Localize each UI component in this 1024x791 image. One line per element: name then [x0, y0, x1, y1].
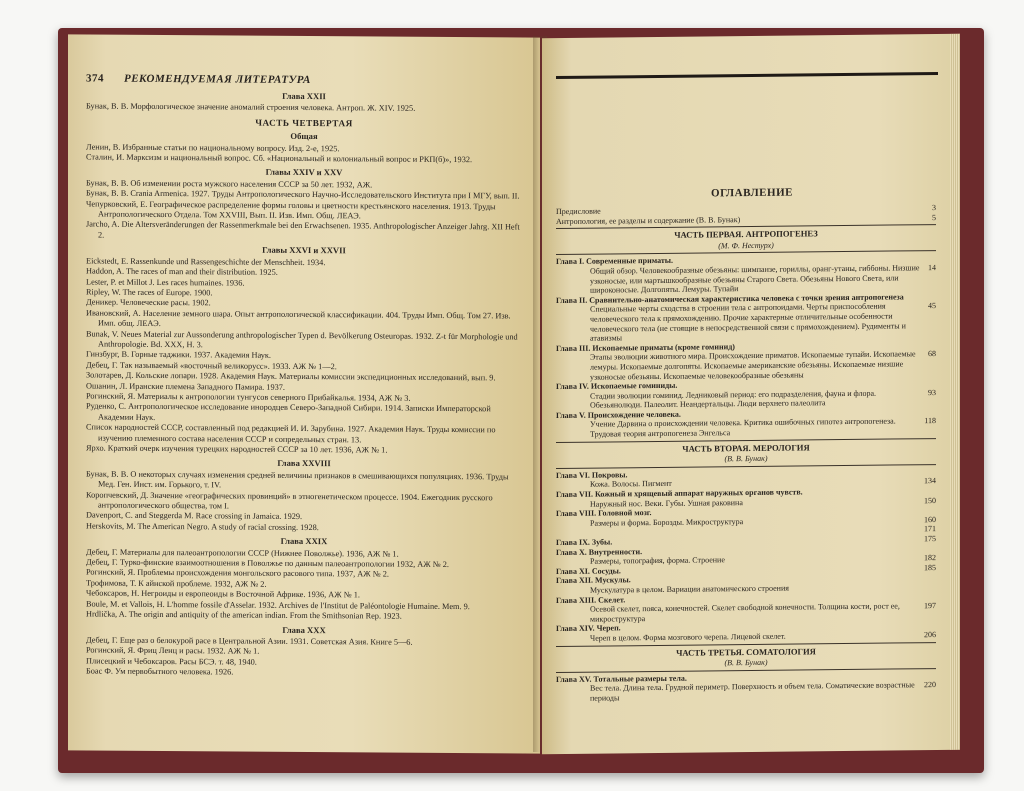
bibliography-entry: Ripley, W. The races of Europe. 1900.	[86, 287, 213, 298]
toc-page-number: 182	[924, 553, 936, 563]
toc-page-number: 220	[924, 680, 936, 690]
bibliography-entry: Бунак, В. В. Морфологическое значение аномалий строения человека. Антроп. Ж. XIV. 1925.	[86, 101, 416, 114]
bibliography-entry: Herskovits, M. The American Negro. A study of racial crossing. 1928.	[86, 521, 319, 532]
bibliography-entry: Чебоксаров, Н. Негроиды и европеоиды в Восточной Африке. 1936, АЖ № 1.	[86, 588, 360, 600]
toc-chapter-label: Глава X.	[556, 547, 589, 557]
bibliography-entry: Руденко, С. Антропологическое исследование инородцев Северо-Западной Сибири. 1914. Записки Императорской Академии Наук.	[86, 401, 491, 422]
toc-chapter-title: Череп.	[596, 623, 621, 633]
bibliography-entry: Eickstedt, E. Rassenkunde und Rassengeschichte der Menschheit. 1934.	[86, 256, 326, 267]
bibliography-entry: Дебец, Г. Так называемый «восточный великорусс». 1933. АЖ № 1—2.	[86, 360, 337, 371]
toc-page-number: 171	[924, 524, 936, 534]
bibliography-entry: Рогинский, Я. Проблемы происхождения монгольского расового типа. 1937, АЖ № 2.	[86, 567, 389, 580]
toc-chapter-desc-text: Череп в целом. Форма мозгового черепа. Лицевой скелет.	[590, 631, 786, 643]
bibliography	[86, 89, 522, 680]
toc-chapter-title: Головной мозг.	[598, 508, 652, 518]
toc-page-number: 134	[924, 476, 936, 486]
toc-chapter-label: Глава III.	[556, 343, 593, 353]
bibliography-entry: Davenport, C. and Steggerda M. Race crossing in Jamaica. 1929.	[86, 510, 303, 522]
toc-page-number: 3	[932, 203, 936, 213]
toc-page-number: 150	[924, 495, 936, 505]
toc-chapter-desc	[556, 601, 936, 624]
toc-chapter-desc-text: Этапы эволюции животного мира. Происхождение приматов. Ископаемые тупайи. Ископаемые лемуры. Ископаемые долгопяты. Ископаемые американские обезьяны. Ископаемые низшие узконосые обезьяны. Ископаемые человекообразные обезьяны	[590, 349, 916, 382]
toc-entry-title: Антропология, ее разделы и содержание (В. В. Бунак)	[556, 214, 741, 226]
toc-chapter-desc-text: Размеры и форма. Борозды. Микроструктура	[590, 516, 744, 528]
bibliography-entry: Lester, P. et Millot J. Les races humaines. 1936.	[86, 276, 245, 288]
bibliography-entry: Ивановский, А. Население земного шара. Опыт антропологической классификации. 404. Труды Имп. Общ. Том 27. Изв. Имп. общ. ЛЕАЭ.	[86, 308, 511, 329]
toc-chapter-title: Кожный и хрящевый аппарат наружных органов чувств.	[595, 487, 803, 499]
toc-chapter-desc-text: Осевой скелет, пояса, конечностей. Скелет свободной конечности. Толщина кости, рост ее, микроструктура	[590, 601, 900, 624]
toc-title: ОГЛАВЛЕНИЕ	[711, 186, 793, 200]
toc-page-number: 206	[924, 630, 936, 640]
bibliography-entry: Hrdlička, A. The origin and antiquity of the american indian. From the Smithsonian Rep. 1923.	[86, 609, 402, 621]
toc-chapter-label: Глава XI.	[556, 566, 592, 576]
toc-chapter-label: Глава V.	[556, 410, 588, 420]
bibliography-entry: Haddon, A. The races of man and their distribution. 1925.	[86, 266, 278, 277]
bibliography-entry: Бунак, В. В. Crania Armenica. 1927. Труды Антропологического Научно-Исследовательского Института при I МГУ, вып. II.	[86, 188, 520, 201]
toc-chapter-title: Ископаемые приматы (кроме гоминид)	[592, 341, 735, 353]
toc-page-number: 5	[932, 212, 936, 222]
toc-chapter-label: Глава II.	[556, 295, 590, 305]
bibliography-entry: Бунак, В. В. Об изменении роста мужского населения СССР за 50 лет. 1932, АЖ.	[86, 178, 373, 190]
toc-chapter-title: Ископаемые гоминиды.	[590, 380, 678, 391]
toc-entry-title: Предисловие	[556, 206, 601, 217]
part-heading: ЧАСТЬ ЧЕТВЕРТАЯ	[255, 117, 353, 129]
page-edge	[950, 34, 960, 750]
chapter-heading: Глава XXIX	[280, 536, 328, 547]
toc-chapter-title: Скелет.	[598, 594, 626, 605]
bibliography-entry: Деникер. Человеческие расы. 1902.	[86, 297, 211, 308]
toc-page-number: 185	[924, 562, 936, 572]
toc-author: (В. В. Бунак)	[724, 454, 768, 464]
bibliography-entry: Ошанин, Л. Иранские племена Западного Памира. 1937.	[86, 381, 285, 392]
toc-chapter-title: Сравнительно-анатомическая характеристика человека с точки зрения антропогенеза	[589, 292, 904, 305]
toc-page-number: 118	[924, 416, 936, 426]
page-number: 374	[86, 72, 104, 85]
bibliography-entry: Трофимова, Т. К айнской проблеме. 1932, АЖ № 2.	[86, 578, 267, 589]
bibliography-entry: Сталин, И. Марксизм и национальный вопрос. Сб. «Национальный и колониальный вопрос и РКП(б)», 1932.	[86, 152, 473, 165]
bibliography-entry: Рогинский, Я. Фриц Ленц и расы. 1932. АЖ № 1.	[86, 645, 260, 657]
bibliography-entry: Ленин, В. Избранные статьи по национальному вопросу. Изд. 2-е, 1925.	[86, 142, 340, 153]
toc-page-number: 45	[928, 301, 936, 311]
toc-author: (В. В. Бунак)	[724, 657, 768, 668]
bibliography-entry: Jarcho, A. Die Altersveränderungen der Rassenmerkmale bei den Erwachsenen. 1935. Anthropologischer Anzeiger Jahrg. XII Heft 2.	[86, 219, 520, 240]
chapter-heading: Общая	[290, 131, 318, 142]
left-page	[68, 34, 540, 753]
toc-page-number: 14	[928, 263, 936, 273]
toc-part-heading: ЧАСТЬ ВТОРАЯ. МЕРОЛОГИЯ	[682, 442, 810, 454]
toc-chapter-desc	[556, 349, 936, 382]
toc-chapter-title: Происхождение человека.	[587, 409, 681, 420]
toc-page-number	[932, 582, 936, 592]
running-head	[86, 72, 522, 87]
chapter-heading: Глава XXX	[282, 624, 326, 635]
right-page	[542, 34, 960, 754]
toc-chapter-desc	[556, 417, 936, 440]
toc-page-number: 93	[928, 387, 936, 397]
toc-page-number: 160	[924, 514, 936, 525]
bibliography-entry: Bunak, V. Neues Material zur Aussonderung anthropologischer Typen d. Bevölkerung Osteuropas. 1932. Z-t für Morphologie und Anthropologie. Bd. XXX, H. 3.	[86, 329, 518, 350]
chapter-heading: Глава XXII	[282, 90, 326, 102]
toc-chapter-desc-text: Стадии эволюции гоминид. Ледниковый период: его подразделения, фауна и флора. Обезьянолюди. Палеолит. Неандертальцы. Люди верхнего палеолита	[590, 388, 877, 410]
toc-chapter-title: Сосуды.	[591, 566, 621, 576]
chapter-heading: Главы XXVI и XXVII	[262, 244, 346, 256]
table-of-contents	[556, 203, 948, 704]
toc-chapter-desc-text: Вес тела. Длина тела. Грудной периметр. Поверхность и объем тела. Соматические возрастные периоды	[590, 680, 915, 703]
toc-chapter-label: Глава I.	[556, 257, 587, 267]
header-rule	[556, 72, 938, 79]
toc-chapter-label: Глава XIV.	[556, 623, 597, 634]
toc-chapter-desc	[556, 388, 936, 411]
toc-chapter-label: Глава IV.	[556, 381, 591, 392]
toc-chapter-desc	[556, 680, 936, 703]
toc-chapter-title: Мускулы.	[595, 575, 631, 586]
toc-chapter-desc-text: Наружный нос. Веки. Губы. Ушная раковина	[590, 497, 743, 509]
toc-chapter-title: Внутренности.	[588, 546, 643, 557]
toc-chapter-label: Глава VI.	[556, 470, 592, 480]
bibliography-entry: Boule, M. et Vallois, H. L'homme fossile d'Asselar. 1932. Archives de l'Institut de Paléontologie Humaine. Mem. 9.	[86, 599, 470, 611]
toc-chapter-desc-text: Специальные черты сходства в строении тела с антропоидами. Черты приспособления человеческого тела к прямохождению. Прочие характерные отличительные особенности человеческого тела (не стоящие в непосредственной связи с прямохождением). Рудименты и атавизмы	[590, 301, 906, 343]
toc-chapter-title: Современные приматы.	[586, 256, 674, 267]
chapter-heading: Глава XXVIII	[277, 458, 331, 469]
bibliography-entry: Боас Ф. Ум первобытного человека. 1926.	[86, 666, 234, 677]
running-head-title: РЕКОМЕНДУЕМАЯ ЛИТЕРАТУРА	[124, 72, 311, 87]
toc-chapter-desc-text: Мускулатура в целом. Вариации анатомического строения	[590, 583, 789, 595]
bibliography-entry: Чепурковский, Е. Географическое распределение формы головы и цветности крестьянского населения. 1913. Труды Антропологического Отдела. Том XXVIII, Вып. II. Изв. Имп. Общ. ЛЕАЭ.	[86, 199, 496, 221]
bibliography-entry: Список народностей СССР, составленный под редакцией И. И. Зарубина. 1927. Академия Наук. Труды комиссии по изучению племенного состава населения СССР и сопредельных стран. 13.	[86, 422, 496, 444]
toc-page-number: 175	[924, 534, 936, 544]
toc-part-heading: ЧАСТЬ ТРЕТЬЯ. СОМАТОЛОГИЯ	[676, 645, 816, 658]
toc-page-number: 68	[928, 349, 936, 359]
toc-chapter-label: Глава XII.	[556, 576, 595, 586]
bibliography-entry: Плисецкий и Чебоксаров. Расы БСЭ. т. 48, 1940.	[86, 656, 257, 667]
toc-part-heading: ЧАСТЬ ПЕРВАЯ. АНТРОПОГЕНЕЗ	[674, 228, 818, 240]
toc-chapter-label: Глава IX.	[556, 537, 592, 548]
bibliography-entry: Дебец, Г. Материалы для палеоантропологии СССР (Нижнее Поволжье). 1936, АЖ № 1.	[86, 547, 399, 559]
toc-author: (М. Ф. Нестурх)	[718, 240, 774, 251]
toc-chapter-desc-text: Размеры, топография, форма. Строение	[590, 555, 725, 566]
bibliography-entry: Дебец, Г. Турко-финские взаимоотношения в Поволжье по данным палеоантропологии 1932, АЖ № 2.	[86, 557, 449, 570]
bibliography-entry: Коропчевский, Д. Значение «географических провинций» в этногенетическом процессе. 1904. Ежегодник русского антропологического общества, том I.	[86, 490, 493, 511]
toc-chapter-desc-text: Общий обзор. Человекообразные обезьяны: шимпанзе, гориллы, оранг-утаны, гиббоны. Низшие узконосые, или мартышкообразные обезьяны Старого Света. Обезьяны Нового Света, или широконосые. Долгопяты. Лемуры. Тупайи	[590, 263, 920, 295]
chapter-heading: Главы XXIV и XXV	[265, 167, 343, 178]
toc-chapter-title: Покровы.	[591, 470, 628, 480]
toc-chapter-title: Тотальные размеры тела.	[593, 673, 687, 684]
bibliography-entry: Ярхо. Краткий очерк изучения турецких народностей СССР за 10 лет. 1936, АЖ № 1.	[86, 443, 388, 455]
toc-chapter-desc-text: Кожа. Волосы. Пигмент	[590, 479, 672, 490]
toc-chapter-title: Зубы.	[591, 537, 613, 547]
bibliography-entry: Гинзбург, В. Горные таджики. 1937. Академия Наук.	[86, 349, 272, 361]
toc-chapter-label: Глава VIII.	[556, 508, 599, 519]
toc-page-number: 197	[924, 601, 936, 611]
bibliography-entry: Дебец, Г. Еще раз о белокурой расе в Центральной Азии. 1931. Советская Азия. Книге 5—6.	[86, 635, 413, 647]
toc-chapter-heading	[556, 537, 612, 547]
bibliography-entry: Бунак, В. В. О некоторых случаях изменения средней величины признаков в смешивающихся популяциях. 1936. Труды Мед. Ген. Инст. им. Горького, т. IV.	[86, 469, 509, 490]
bibliography-entry: Золотарев, Д. Кольские лопари. 1928. Академия Наук. Материалы комиссии экспедиционных исследований, вып. 9.	[86, 370, 496, 383]
toc-chapter-desc-text: Учение Дарвина о происхождении человека. Критика ошибочных гипотез антропогенеза. Трудовая теория антропогенеза Энгельса	[590, 416, 896, 439]
toc-chapter-desc	[556, 263, 936, 296]
bibliography-entry: Рогинский, Я. Материалы к антропологии тунгусов северного Прибайкалья. 1934, АЖ № 3.	[86, 391, 411, 403]
toc-chapter-label: Глава XIII.	[556, 595, 599, 605]
toc-chapter-desc	[556, 301, 936, 343]
toc-chapter-label: Глава VII.	[556, 489, 595, 500]
toc-chapter-label: Глава XV.	[556, 674, 594, 684]
